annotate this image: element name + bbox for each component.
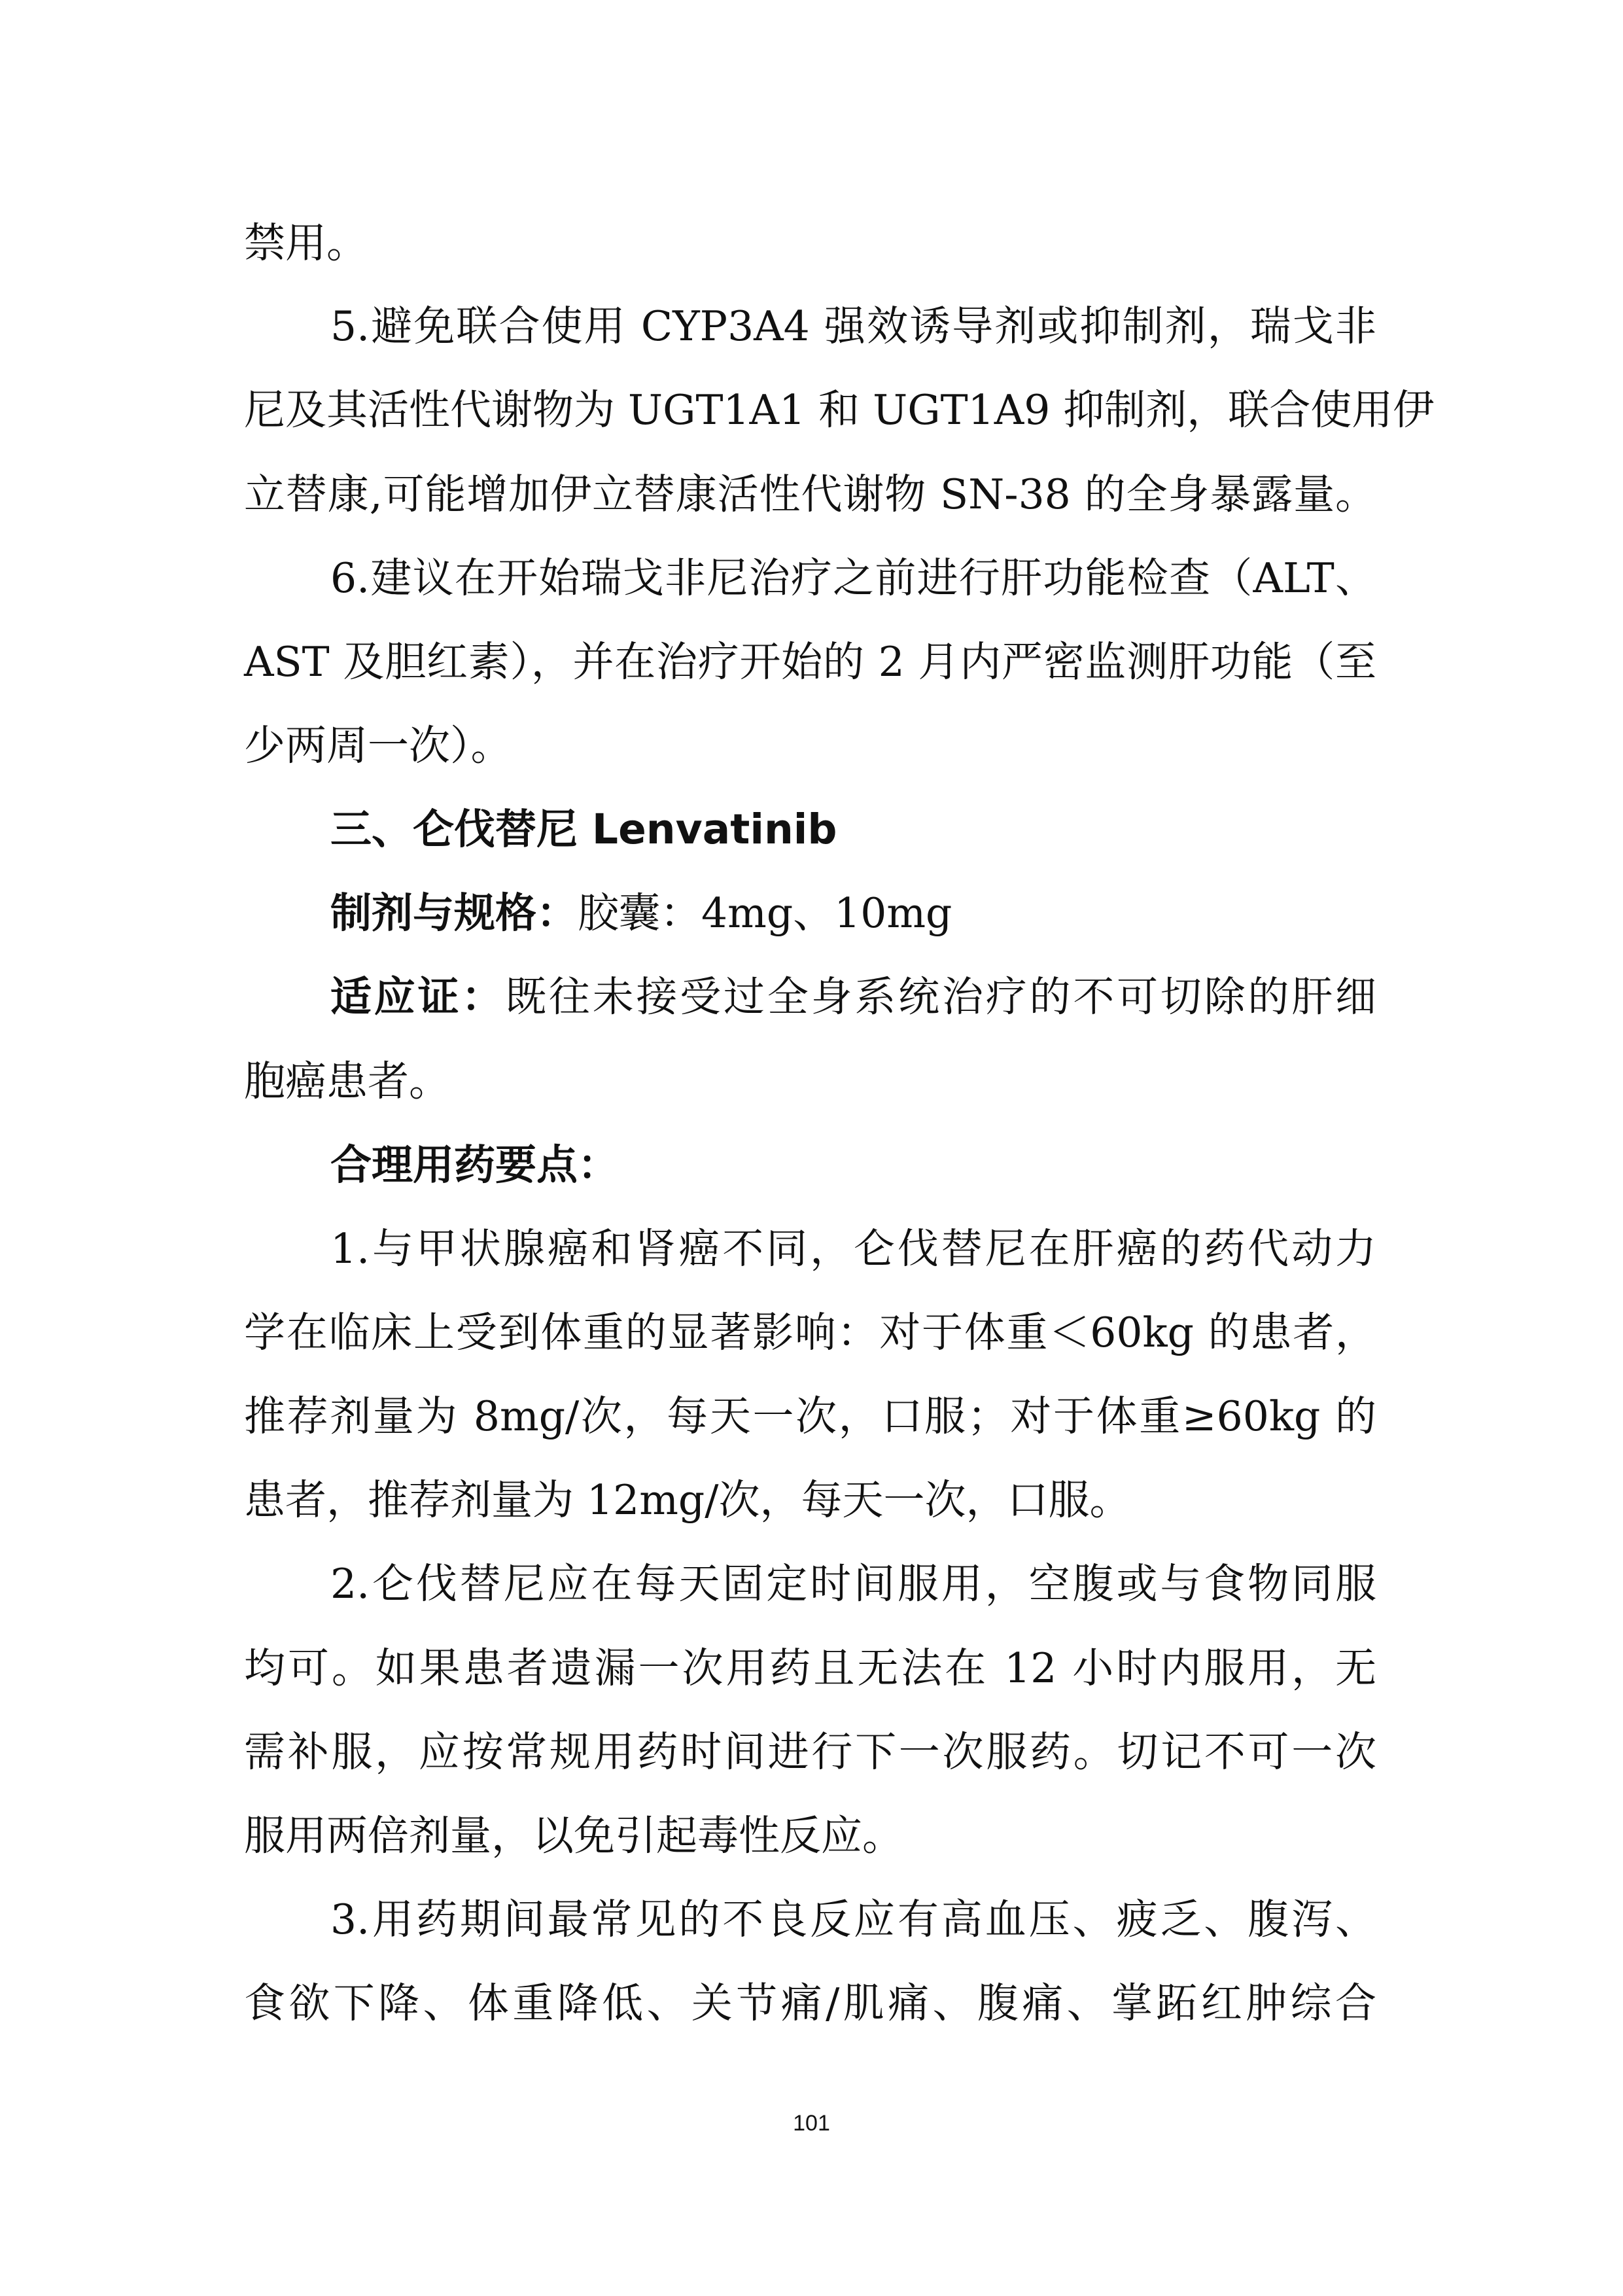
text-line: 5.避免联合使用 CYP3A4 强效诱导剂或抑制剂，瑞戈非 [330, 302, 1376, 350]
subsection-heading: 合理用药要点： [330, 1140, 619, 1189]
text-line: 立替康,可能增加伊立替康活性代谢物 SN-38 的全身暴露量。 [244, 470, 1376, 518]
text-line: AST 及胆红素），并在治疗开始的 2 月内严密监测肝功能（至 [244, 638, 1376, 686]
text-line: 少两周一次）。 [244, 722, 512, 769]
indication-value: 既往未接受过全身系统治疗的不可切除的肝细 [505, 973, 1377, 1021]
indication-label: 适应证： [330, 972, 506, 1021]
text-line: 3.用药期间最常见的不良反应有高血压、疲乏、腹泻、 [330, 1896, 1376, 1943]
text-line: 胞癌患者。 [244, 1057, 450, 1105]
page-number: 101 [793, 2111, 830, 2136]
text-line: 均可。如果患者遗漏一次用药且无法在 12 小时内服用，无 [244, 1644, 1376, 1692]
formulation-line [330, 889, 952, 937]
section-heading: 三、仑伐替尼 Lenvatinib [330, 805, 837, 853]
text-line: 学在临床上受到体重的显著影响：对于体重＜60kg 的患者， [244, 1309, 1376, 1356]
text-line: 服用两倍剂量，以免引起毒性反应。 [244, 1812, 903, 1860]
formulation-value: 胶囊：4mg、10mg [578, 889, 952, 937]
text-line: 食欲下降、体重降低、关节痛/肌痛、腹痛、掌跖红肿综合 [244, 1979, 1376, 2027]
indication-line [330, 972, 1377, 1021]
text-line: 2.仑伐替尼应在每天固定时间服用，空腹或与食物同服 [330, 1560, 1376, 1608]
text-line: 患者，推荐剂量为 12mg/次，每天一次，口服。 [244, 1476, 1131, 1524]
text-line: 1.与甲状腺癌和肾癌不同，仑伐替尼在肝癌的药代动力 [330, 1225, 1376, 1273]
formulation-label: 制剂与规格： [330, 889, 578, 937]
text-line: 需补服，应按常规用药时间进行下一次服药。切记不可一次 [244, 1728, 1376, 1776]
text-line: 禁用。 [244, 219, 368, 267]
text-line: 推荐剂量为 8mg/次，每天一次，口服；对于体重≥60kg 的 [244, 1392, 1376, 1440]
text-line: 尼及其活性代谢物为 UGT1A1 和 UGT1A9 抑制剂，联合使用伊 [244, 386, 1435, 434]
text-line: 6.建议在开始瑞戈非尼治疗之前进行肝功能检查（ALT、 [330, 554, 1376, 602]
